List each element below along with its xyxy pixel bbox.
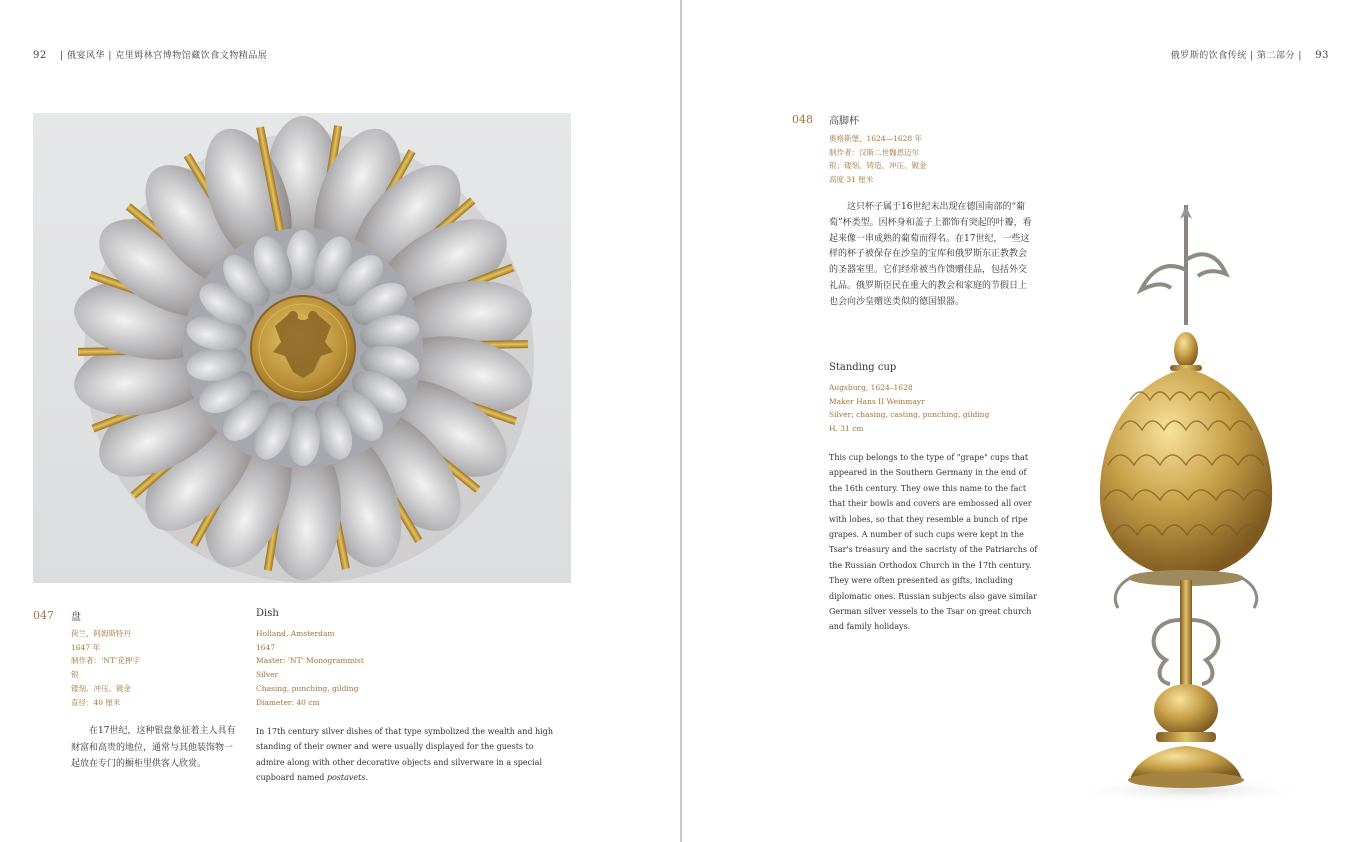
meta-line: 银 [71,670,79,680]
meta-line: H. 31 cm [829,424,864,434]
dish-photo [33,113,571,583]
item-meta-en [256,627,364,709]
dish-image-icon [33,113,571,583]
meta-line: Diameter: 40 cm [256,697,320,707]
meta-line: Chasing, punching, gilding [256,683,359,693]
page-number-left: 92 [33,50,47,61]
description-text: In 17th century silver dishes of that type symbolized the wealth and high standing of their owner and were usually displayed for the guests to admire along with other decorative objects and silverware in a special cupboard named [256,727,553,783]
item-title-zh: 高脚杯 [829,116,859,127]
meta-line: 高度 31 厘米 [829,175,874,185]
item-number-048: 048 [792,113,813,126]
meta-line: 奥格斯堡，1624—1628 年 [829,134,923,143]
meta-line: Master: 'NT' Monogrammist [256,656,364,666]
meta-line: Holland, Amsterdam [256,629,335,638]
meta-line: 制作者：汉斯二世魏恩迈尔 [829,147,919,157]
meta-line: 荷兰，阿姆斯特丹 [71,629,131,638]
description-italic-term: postavets [326,773,366,783]
item-number-047: 047 [33,609,54,622]
meta-line: Maker Hans II Weinmayr [829,396,925,406]
running-head-right-text: 俄罗斯的饮食传统 | 第二部分 | [1170,51,1302,61]
meta-line: 银；镂刻、铸造、冲压、镀金 [829,161,927,171]
item-meta-zh [829,132,927,187]
meta-line: 镂刻、冲压、镀金 [71,683,131,693]
meta-line: Augsburg, 1624–1628 [829,383,913,392]
meta-line: Silver [256,670,279,680]
item-meta-en [829,381,989,436]
item-description-zh: 这只杯子属于16世纪末出现在德国南部的“葡萄”杯类型。因杯身和盖子上都饰有突起的叶瓣，看起来像一串成熟的葡萄而得名。在17世纪，一些这样的杯子被保存在沙皇的宝库和俄罗斯东正教教会的圣器室里。它们经常被当作馈赠佳品，包括外交礼品。俄罗斯臣民在重大的教会和家庭的节假日上也会向沙皇赠送类似的德国银器。 [829,202,1032,307]
running-head-left [33,48,267,61]
standing-cup-photo [1060,200,1320,810]
meta-line: 直径：40 厘米 [71,697,121,707]
page-number-right: 93 [1315,50,1329,61]
meta-line: 制作者：‘NT’花押字 [71,656,140,666]
description-end: . [365,773,369,783]
item-description-zh: 在17世纪，这种银盘象征着主人具有财富和高贵的地位，通常与其他装饰物一起放在专门的橱柜里供客人欣赏。 [71,726,236,769]
meta-line: 1647 年 [71,642,100,652]
item-title-en: Standing cup [829,362,897,373]
item-title-en: Dish [256,608,279,619]
meta-line: 1647 [256,642,276,652]
running-head-left-text: | 俄宴风华 | 克里姆林宫博物馆藏饮食文物精品展 [60,51,268,61]
meta-line: Silver; chasing, casting, punching, gilding [829,410,990,420]
item-meta-zh [71,627,140,709]
running-head-right [1171,48,1329,61]
item-description-en: This cup belongs to the type of "grape" cups that appeared in the Southern Germany in the end of the 16th century. They owe this name to the fact that their bowls and covers are embossed all over with lobes, so that they resemble a bunch of ripe grapes. A number of such cups were kept in the Tsar's treasury and the sacristy of the Patriarchs of the Russian Orthodox Church in the 17th century. They were often presented as gifts, including diplomatic ones. Russian subjects also gave similar German silver vessels to the Tsar on great church and family holidays. [829,453,1038,632]
item-title-zh: 盘 [71,612,81,623]
standing-cup-image-icon [1060,200,1320,810]
item-description-en [256,724,561,786]
